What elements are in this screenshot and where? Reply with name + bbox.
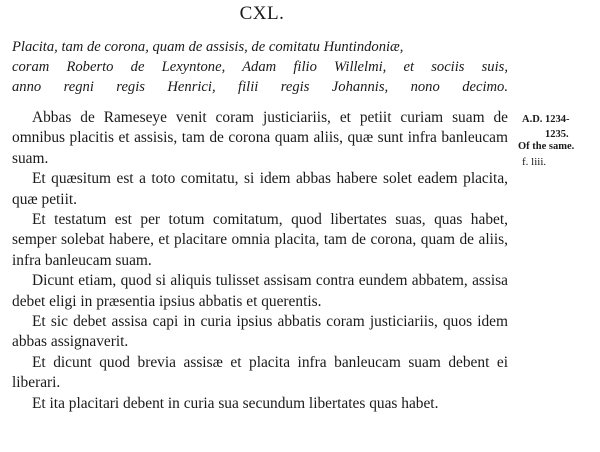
- body-paragraph: Abbas de Rameseye venit coram justiciariis, et petiit curiam suam de omnibus placitis et assisis, tam de corona quam aliis, quæ sunt infra banleucam suam.: [12, 109, 508, 167]
- body-paragraph: Et dicunt quod brevia assisæ et placita infra banleucam suam debent ei liberari.: [12, 353, 508, 392]
- charter-intro: [12, 37, 508, 97]
- margin-folio: f. liii.: [522, 156, 547, 168]
- body-paragraph: Et quæsitum est a toto comitatu, si idem abbas habere solet eadem placita, quæ petiit.: [12, 170, 508, 208]
- body-paragraph: Dicunt etiam, quod si aliquis tulisset assisam contra eundem abbatem, assisa debet eligi in præsentia ipsius abbatis et querentis.: [12, 272, 508, 310]
- margin-date-end: 1235.: [545, 129, 569, 140]
- body-paragraph: Et ita placitari debent in curia sua secundum libertates quas habet.: [32, 394, 439, 412]
- margin-date: A.D. 1234-: [522, 114, 570, 125]
- margin-source: Of the same.: [518, 141, 575, 152]
- body-paragraph: Et sic debet assisa capi in curia ipsius abbatis coram justiciariis, quos idem abbas assignaverit.: [12, 313, 508, 351]
- charter-number: CXL.: [239, 3, 285, 24]
- body-paragraph: Et testatum est per totum comitatum, quod libertates suas, quas habet, semper solebat habere, et placitare omnia placita, tam de corona, quam de aliis, infra banleucam suam.: [12, 211, 508, 269]
- intro-line: Placita, tam de corona, quam de assisis, de comitatu Huntindoniæ,: [12, 39, 404, 55]
- charter-body: [12, 108, 508, 414]
- intro-line: coram Roberto de Lexyntone, Adam filio Willelmi, et sociis suis,: [12, 59, 508, 75]
- intro-line: anno regni regis Henrici, filii regis Johannis, nono decimo.: [12, 79, 508, 95]
